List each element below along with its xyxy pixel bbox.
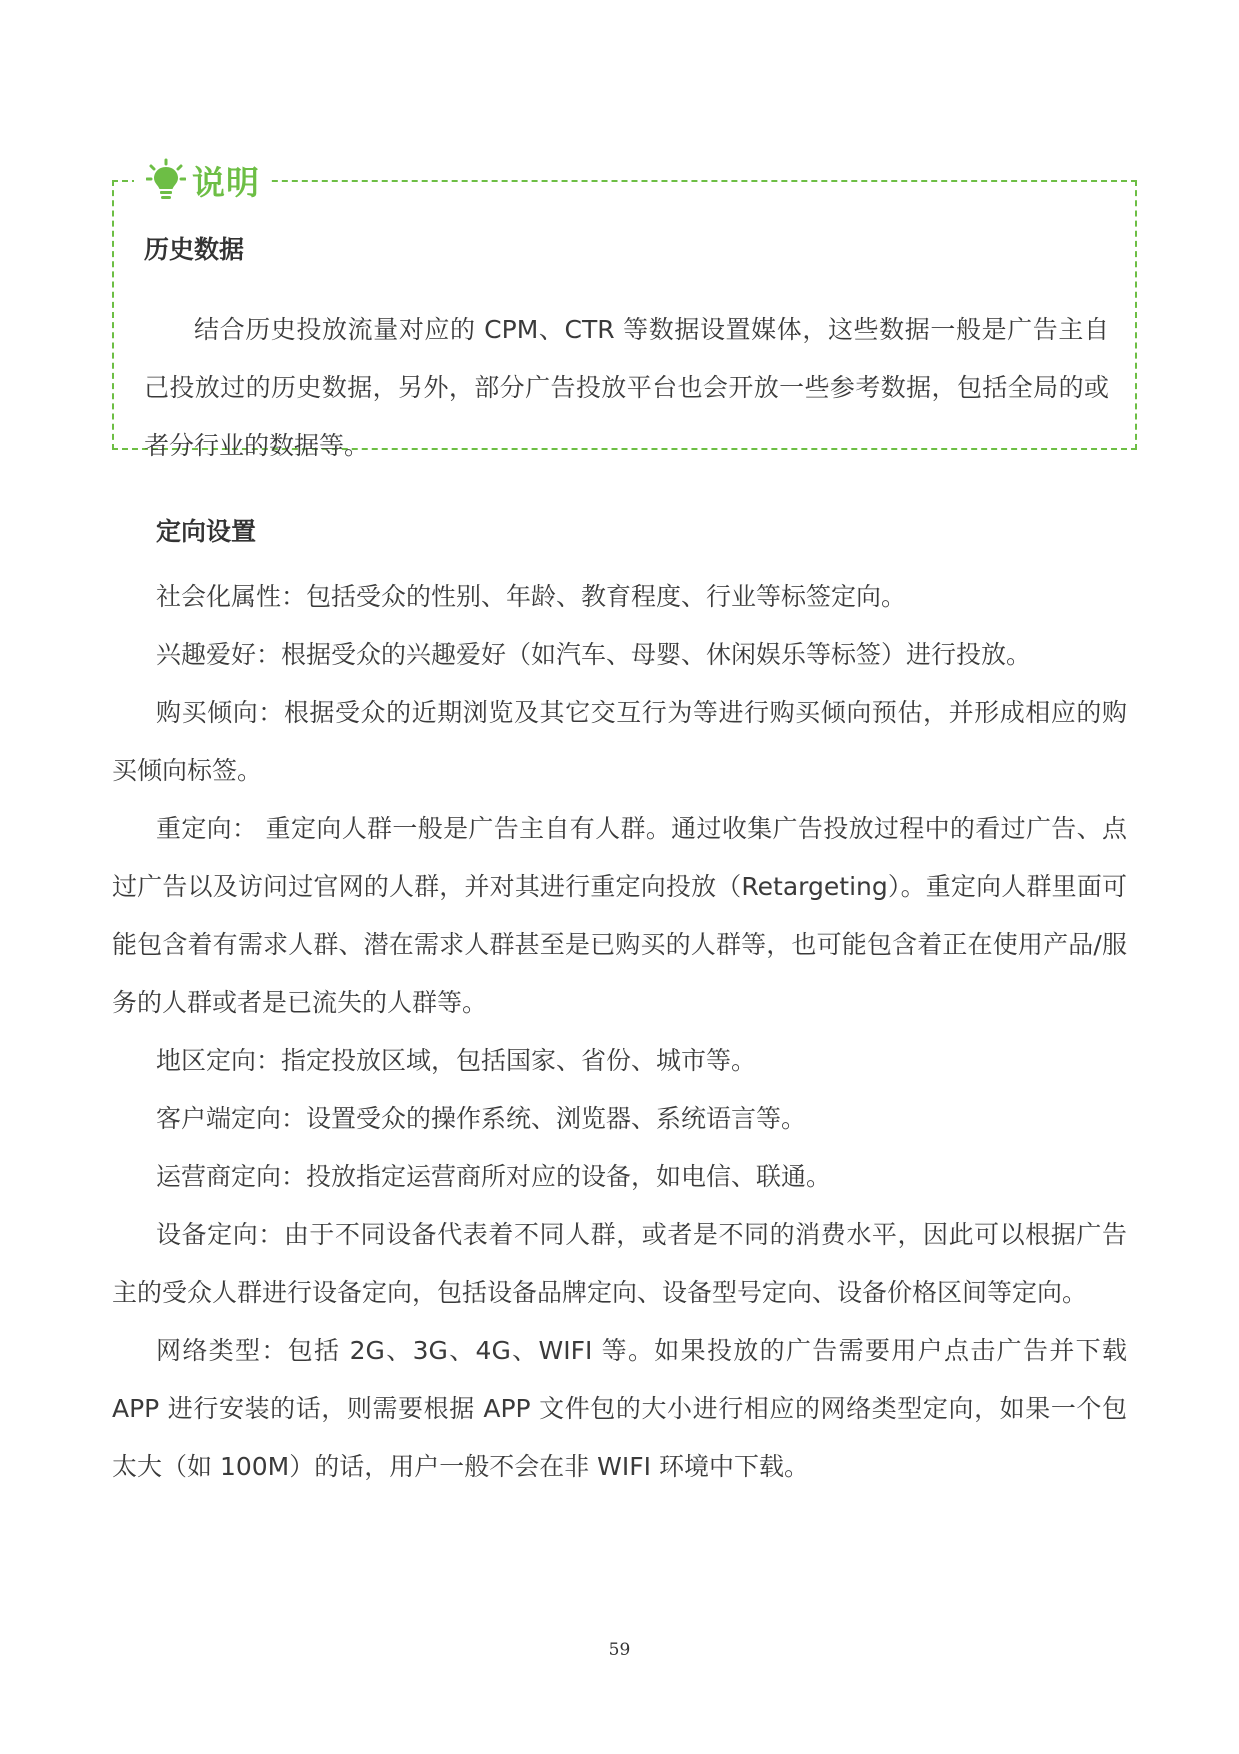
note-title: 说明 [192, 162, 260, 202]
note-paragraph: 结合历史投放流量对应的 CPM、CTR 等数据设置媒体，这些数据一般是广告主自己投放过的历史数据，另外，部分广告投放平台也会开放一些参考数据，包括全局的或者分行业的数据等。 [144, 315, 1109, 460]
paragraph-social-attributes: 社会化属性：包括受众的性别、年龄、教育程度、行业等标签定向。 [156, 582, 907, 611]
section-heading: 定向设置 [156, 517, 257, 546]
note-header [134, 154, 270, 206]
paragraph-purchase-intent: 购买倾向：根据受众的近期浏览及其它交互行为等进行购买倾向预估，并形成相应的购买倾向标签。 [112, 698, 1127, 785]
paragraph-carrier-targeting: 运营商定向：投放指定运营商所对应的设备，如电信、联通。 [156, 1162, 832, 1191]
lightbulb-icon [146, 158, 186, 202]
paragraph-client-targeting: 客户端定向：设置受众的操作系统、浏览器、系统语言等。 [156, 1104, 807, 1133]
page-number: 59 [608, 1640, 631, 1660]
section-content [112, 510, 1127, 1496]
note-box [112, 162, 1137, 460]
paragraph-network-type: 网络类型：包括 2G、3G、4G、WIFI 等。如果投放的广告需要用户点击广告并下载 APP 进行安装的话，则需要根据 APP 文件包的大小进行相应的网络类型定向，如果一个包太大（如 100M）的话，用户一般不会在非 WIFI 环境中下载。 [112, 1336, 1127, 1481]
paragraph-retargeting: 重定向： 重定向人群一般是广告主自有人群。通过收集广告投放过程中的看过广告、点过广告以及访问过官网的人群，并对其进行重定向投放（Retargeting）。重定向人群里面可能包含着有需求人群、潜在需求人群甚至是已购买的人群等，也可能包含着正在使用产品/服务的人群或者是已流失的人群等。 [112, 814, 1127, 1017]
paragraph-device-targeting: 设备定向：由于不同设备代表着不同人群，或者是不同的消费水平，因此可以根据广告主的受众人群进行设备定向，包括设备品牌定向、设备型号定向、设备价格区间等定向。 [112, 1220, 1127, 1307]
paragraph-region-targeting: 地区定向：指定投放区域，包括国家、省份、城市等。 [156, 1046, 757, 1075]
paragraph-interests: 兴趣爱好：根据受众的兴趣爱好（如汽车、母婴、休闲娱乐等标签）进行投放。 [156, 640, 1032, 669]
note-heading: 历史数据 [144, 235, 245, 264]
